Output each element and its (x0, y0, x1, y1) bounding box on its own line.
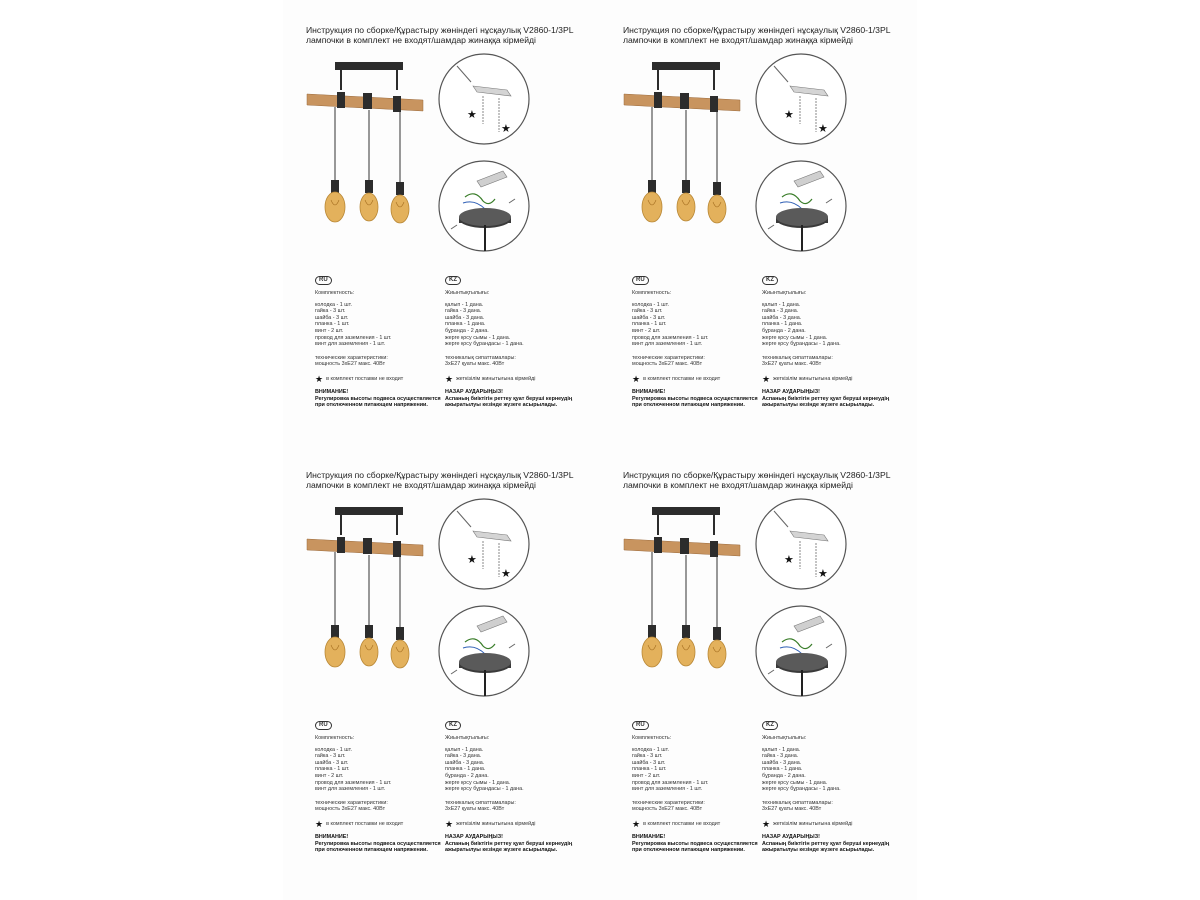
kz-kit-heading: Жиынтықтылығы: (445, 290, 490, 296)
list-item: колодка - 1 шт. (632, 301, 669, 308)
clamp-middle (680, 93, 689, 109)
mounting-bracket-diagram (437, 52, 531, 146)
list-item: винт - 2 шт. (315, 772, 344, 779)
pendant-lamp-illustration (303, 505, 433, 675)
kz-tech-heading: техникалық сипаттамалары: (762, 799, 833, 806)
kz-star-note-text: жеткізілім жинытығына кірмейді (456, 820, 536, 827)
kz-warning (762, 834, 912, 854)
list-item: колодка - 1 шт. (315, 301, 352, 308)
kz-kit-heading: Жиынтықтылығы: (762, 290, 807, 296)
wiring-canopy-diagram (754, 159, 848, 253)
kz-warning-title: НАЗАР АУДАРЫҢЫЗ! (445, 833, 503, 840)
ru-warning-title: ВНИМАНИЕ! (315, 833, 349, 840)
ru-kit-list (315, 302, 465, 348)
list-item: гайка - 3 шт. (632, 753, 663, 760)
list-item: колодка - 1 шт. (632, 746, 669, 753)
title-line-1: Инструкция по сборке/Құрастыру жөніндегі нұсқаулық V2860-1/3PL (623, 25, 891, 35)
ru-star-note (632, 375, 782, 383)
kz-section (762, 276, 912, 409)
list-item: шайба - 3 шт. (632, 759, 666, 766)
list-item: планка - 1 дана. (762, 321, 803, 328)
kz-warning-line-1: Аспаның биіктігін реттеу қуат беруші кернеудің (445, 395, 573, 402)
ru-warning (315, 389, 465, 409)
socket-2 (682, 625, 690, 638)
ru-tech-specs (632, 800, 782, 813)
socket-3 (713, 182, 721, 195)
list-item: винт - 2 шт. (315, 327, 344, 334)
list-item: жерге қосу сымы - 1 дана. (762, 334, 828, 341)
kz-warning-line-2: ажыратылуы кезінде жүзеге асырылады. (762, 847, 875, 854)
ru-section (315, 721, 465, 854)
kz-tech-specs (445, 355, 595, 368)
instruction-title (306, 25, 596, 45)
mounting-bracket-diagram (754, 497, 848, 591)
kz-tech-heading: техникалық сипаттамалары: (762, 354, 833, 361)
kz-kit-heading: Жиынтықтылығы: (762, 735, 807, 741)
ceiling-bar (335, 62, 403, 70)
ru-warning-line-2: при отключенном питающем напряжении. (315, 402, 428, 409)
kz-star-note (445, 820, 595, 828)
instruction-title (623, 25, 913, 45)
clamp-left (654, 92, 662, 108)
title-line-2: лампочки в комплект не входят/шамдар жинаққа кірмейді (623, 480, 853, 490)
ru-warning-line-1: Регулировка высоты подвеса осуществляется (632, 840, 758, 847)
list-item: провод для заземления - 1 шт. (315, 779, 392, 786)
ru-tech-specs (315, 355, 465, 368)
kz-warning-title: НАЗАР АУДАРЫҢЫЗ! (762, 833, 820, 840)
star-marker: ★ (501, 122, 511, 135)
list-item: гайка - 3 дана. (445, 308, 482, 315)
list-item: шайба - 3 дана. (445, 314, 485, 321)
list-item: провод для заземления - 1 шт. (315, 334, 392, 341)
bulb-2 (360, 193, 378, 221)
title-line-2: лампочки в комплект не входят/шамдар жинаққа кірмейді (306, 480, 536, 490)
kz-kit-list (445, 747, 595, 793)
ru-warning-line-1: Регулировка высоты подвеса осуществляется (315, 840, 441, 847)
star-marker: ★ (784, 108, 794, 121)
ru-tech-value: мощность 3хE27 макс. 40Вт (315, 806, 386, 813)
star-marker: ★ (501, 567, 511, 580)
list-item: винт для заземления - 1 шт. (315, 341, 386, 348)
title-line-1: Инструкция по сборке/Құрастыру жөніндегі нұсқаулық V2860-1/3PL (306, 470, 574, 480)
title-line-2: лампочки в комплект не входят/шамдар жинаққа кірмейді (306, 35, 536, 45)
list-item: шайба - 3 дана. (762, 759, 802, 766)
ceiling-bar (652, 62, 720, 70)
ru-warning (315, 834, 465, 854)
wiring-canopy-diagram (754, 604, 848, 698)
list-item: қалып - 1 дана. (445, 746, 484, 753)
list-item: планка - 1 дана. (445, 766, 486, 773)
ru-star-note-text: в комплект поставки не входит (643, 375, 721, 382)
list-item: провод для заземления - 1 шт. (632, 779, 709, 786)
socket-2 (682, 180, 690, 193)
ru-section (315, 276, 465, 409)
list-item: планка - 1 шт. (315, 321, 350, 328)
socket-2 (365, 180, 373, 193)
kz-language-badge: KZ (762, 276, 778, 285)
list-item: винт - 2 шт. (632, 772, 661, 779)
star-icon: ★ (762, 373, 771, 384)
kz-kit-list (762, 302, 912, 348)
ru-star-note (315, 820, 465, 828)
instruction-panel (600, 445, 900, 885)
list-item: планка - 1 дана. (762, 766, 803, 773)
clamp-right (393, 541, 401, 557)
kz-language-badge: KZ (445, 276, 461, 285)
list-item: шайба - 3 шт. (632, 314, 666, 321)
instruction-panel (283, 445, 583, 885)
pendant-lamp-illustration (303, 60, 433, 230)
star-icon: ★ (632, 818, 641, 829)
ru-tech-heading: технические характеристики: (315, 354, 388, 361)
list-item: жерге қосу бұрандасы - 1 дана. (762, 341, 841, 348)
list-item: жерге қосу сымы - 1 дана. (762, 779, 828, 786)
wiring-canopy-diagram (437, 604, 531, 698)
kz-tech-heading: техникалық сипаттамалары: (445, 354, 516, 361)
star-marker: ★ (467, 108, 477, 121)
kz-star-note-text: жеткізілім жинытығына кірмейді (773, 820, 853, 827)
ru-tech-specs (315, 800, 465, 813)
list-item: жерге қосу сымы - 1 дана. (445, 779, 511, 786)
ru-warning (632, 389, 782, 409)
list-item: гайка - 3 дана. (762, 308, 799, 315)
kz-kit-list (762, 747, 912, 793)
bulb-2 (677, 193, 695, 221)
list-item: жерге қосу сымы - 1 дана. (445, 334, 511, 341)
list-item: планка - 1 шт. (632, 321, 667, 328)
mounting-bracket-diagram (754, 52, 848, 146)
kz-tech-value: 3хE27 қуаты макс. 40Вт (762, 806, 822, 813)
ru-star-note-text: в комплект поставки не входит (326, 375, 404, 382)
kz-tech-value: 3хE27 қуаты макс. 40Вт (762, 361, 822, 368)
bulb-2 (677, 638, 695, 666)
instruction-panel (600, 0, 900, 440)
clamp-left (337, 92, 345, 108)
ru-warning-title: ВНИМАНИЕ! (632, 833, 666, 840)
ru-warning-line-2: при отключенном питающем напряжении. (632, 847, 745, 854)
kz-warning-title: НАЗАР АУДАРЫҢЫЗ! (762, 388, 820, 395)
circle-frame (756, 499, 846, 589)
ru-tech-heading: технические характеристики: (632, 354, 705, 361)
ceiling-bar (335, 507, 403, 515)
ru-kit-list (315, 747, 465, 793)
kz-warning-line-1: Аспаның биіктігін реттеу қуат беруші кернеудің (762, 395, 890, 402)
ru-tech-value: мощность 3хE27 макс. 40Вт (632, 806, 703, 813)
star-icon: ★ (315, 818, 324, 829)
socket-3 (713, 627, 721, 640)
list-item: шайба - 3 шт. (315, 759, 349, 766)
star-icon: ★ (762, 818, 771, 829)
socket-1 (331, 180, 339, 193)
ru-section (632, 276, 782, 409)
ru-kit-heading: Комплектность: (315, 290, 355, 296)
ru-star-note (632, 820, 782, 828)
instruction-title (623, 470, 913, 490)
ceiling-bar (652, 507, 720, 515)
bulb-3 (708, 640, 726, 668)
ru-kit-list (632, 747, 782, 793)
kz-star-note (445, 375, 595, 383)
kz-section (762, 721, 912, 854)
list-item: винт для заземления - 1 шт. (315, 786, 386, 793)
list-item: бұранда - 2 дана. (762, 772, 806, 779)
list-item: гайка - 3 дана. (762, 753, 799, 760)
clamp-middle (363, 93, 372, 109)
ru-warning-line-1: Регулировка высоты подвеса осуществляется (632, 395, 758, 402)
ru-tech-heading: технические характеристики: (315, 799, 388, 806)
title-line-1: Инструкция по сборке/Құрастыру жөніндегі нұсқаулық V2860-1/3PL (306, 25, 574, 35)
list-item: шайба - 3 шт. (315, 314, 349, 321)
ru-warning-title: ВНИМАНИЕ! (315, 388, 349, 395)
list-item: қалып - 1 дана. (762, 301, 801, 308)
ru-star-note (315, 375, 465, 383)
bulb-3 (391, 640, 409, 668)
kz-warning (445, 834, 595, 854)
pendant-lamp-illustration (620, 505, 750, 675)
star-icon: ★ (632, 373, 641, 384)
socket-1 (648, 625, 656, 638)
title-line-1: Инструкция по сборке/Құрастыру жөніндегі нұсқаулық V2860-1/3PL (623, 470, 891, 480)
kz-section (445, 276, 595, 409)
list-item: қалып - 1 дана. (762, 746, 801, 753)
ru-warning-line-1: Регулировка высоты подвеса осуществляется (315, 395, 441, 402)
star-icon: ★ (315, 373, 324, 384)
pendant-lamp-illustration (620, 60, 750, 230)
socket-3 (396, 182, 404, 195)
kz-warning-line-1: Аспаның биіктігін реттеу қуат беруші кернеудің (445, 840, 573, 847)
kz-tech-specs (762, 800, 912, 813)
bulb-3 (708, 195, 726, 223)
list-item: планка - 1 дана. (445, 321, 486, 328)
ru-kit-heading: Комплектность: (632, 735, 672, 741)
star-marker: ★ (818, 567, 828, 580)
kz-warning-line-2: ажыратылуы кезінде жүзеге асырылады. (762, 402, 875, 409)
ru-kit-heading: Комплектность: (632, 290, 672, 296)
clamp-middle (363, 538, 372, 554)
instruction-panel (283, 0, 583, 440)
ru-star-note-text: в комплект поставки не входит (643, 820, 721, 827)
kz-warning-line-2: ажыратылуы кезінде жүзеге асырылады. (445, 847, 558, 854)
ru-tech-heading: технические характеристики: (632, 799, 705, 806)
kz-language-badge: KZ (762, 721, 778, 730)
kz-warning-title: НАЗАР АУДАРЫҢЫЗ! (445, 388, 503, 395)
clamp-right (393, 96, 401, 112)
list-item: винт для заземления - 1 шт. (632, 786, 703, 793)
list-item: колодка - 1 шт. (315, 746, 352, 753)
kz-section (445, 721, 595, 854)
kz-star-note (762, 820, 912, 828)
kz-tech-value: 3хE27 қуаты макс. 40Вт (445, 361, 505, 368)
kz-star-note-text: жеткізілім жинытығына кірмейді (773, 375, 853, 382)
ru-section (632, 721, 782, 854)
kz-tech-specs (445, 800, 595, 813)
list-item: бұранда - 2 дана. (762, 327, 806, 334)
ru-tech-value: мощность 3хE27 макс. 40Вт (632, 361, 703, 368)
star-marker: ★ (784, 553, 794, 566)
list-item: қалып - 1 дана. (445, 301, 484, 308)
socket-3 (396, 627, 404, 640)
ru-language-badge: RU (632, 276, 649, 285)
kz-tech-heading: техникалық сипаттамалары: (445, 799, 516, 806)
list-item: планка - 1 шт. (632, 766, 667, 773)
bulb-1 (325, 192, 345, 222)
ru-kit-heading: Комплектность: (315, 735, 355, 741)
ru-star-note-text: в комплект поставки не входит (326, 820, 404, 827)
socket-1 (331, 625, 339, 638)
clamp-left (654, 537, 662, 553)
list-item: провод для заземления - 1 шт. (632, 334, 709, 341)
socket-1 (648, 180, 656, 193)
ru-warning-line-2: при отключенном питающем напряжении. (315, 847, 428, 854)
kz-tech-specs (762, 355, 912, 368)
list-item: гайка - 3 дана. (445, 753, 482, 760)
list-item: винт для заземления - 1 шт. (632, 341, 703, 348)
list-item: планка - 1 шт. (315, 766, 350, 773)
list-item: жерге қосу бұрандасы - 1 дана. (445, 341, 524, 348)
bulb-3 (391, 195, 409, 223)
clamp-middle (680, 538, 689, 554)
clamp-left (337, 537, 345, 553)
list-item: бұранда - 2 дана. (445, 327, 489, 334)
kz-warning-line-2: ажыратылуы кезінде жүзеге асырылады. (445, 402, 558, 409)
kz-language-badge: KZ (445, 721, 461, 730)
circle-frame (439, 54, 529, 144)
kz-warning (445, 389, 595, 409)
ru-tech-value: мощность 3хE27 макс. 40Вт (315, 361, 386, 368)
ru-language-badge: RU (315, 276, 332, 285)
kz-kit-heading: Жиынтықтылығы: (445, 735, 490, 741)
socket-2 (365, 625, 373, 638)
clamp-right (710, 541, 718, 557)
bulb-1 (325, 637, 345, 667)
kz-star-note (762, 375, 912, 383)
star-marker: ★ (818, 122, 828, 135)
list-item: гайка - 3 шт. (315, 308, 346, 315)
star-icon: ★ (445, 373, 454, 384)
list-item: шайба - 3 дана. (445, 759, 485, 766)
circle-frame (439, 499, 529, 589)
star-marker: ★ (467, 553, 477, 566)
circle-frame (756, 54, 846, 144)
ru-kit-list (632, 302, 782, 348)
wiring-canopy-diagram (437, 159, 531, 253)
star-icon: ★ (445, 818, 454, 829)
list-item: гайка - 3 шт. (315, 753, 346, 760)
list-item: гайка - 3 шт. (632, 308, 663, 315)
ru-language-badge: RU (632, 721, 649, 730)
list-item: винт - 2 шт. (632, 327, 661, 334)
list-item: жерге қосу бұрандасы - 1 дана. (445, 786, 524, 793)
bulb-2 (360, 638, 378, 666)
list-item: бұранда - 2 дана. (445, 772, 489, 779)
ru-tech-specs (632, 355, 782, 368)
clamp-right (710, 96, 718, 112)
title-line-2: лампочки в комплект не входят/шамдар жинаққа кірмейді (623, 35, 853, 45)
mounting-bracket-diagram (437, 497, 531, 591)
bulb-1 (642, 637, 662, 667)
kz-warning (762, 389, 912, 409)
bulb-1 (642, 192, 662, 222)
ru-language-badge: RU (315, 721, 332, 730)
instruction-title (306, 470, 596, 490)
kz-tech-value: 3хE27 қуаты макс. 40Вт (445, 806, 505, 813)
ru-warning-title: ВНИМАНИЕ! (632, 388, 666, 395)
ru-warning (632, 834, 782, 854)
list-item: шайба - 3 дана. (762, 314, 802, 321)
kz-kit-list (445, 302, 595, 348)
list-item: жерге қосу бұрандасы - 1 дана. (762, 786, 841, 793)
kz-star-note-text: жеткізілім жинытығына кірмейді (456, 375, 536, 382)
kz-warning-line-1: Аспаның биіктігін реттеу қуат беруші кернеудің (762, 840, 890, 847)
ru-warning-line-2: при отключенном питающем напряжении. (632, 402, 745, 409)
